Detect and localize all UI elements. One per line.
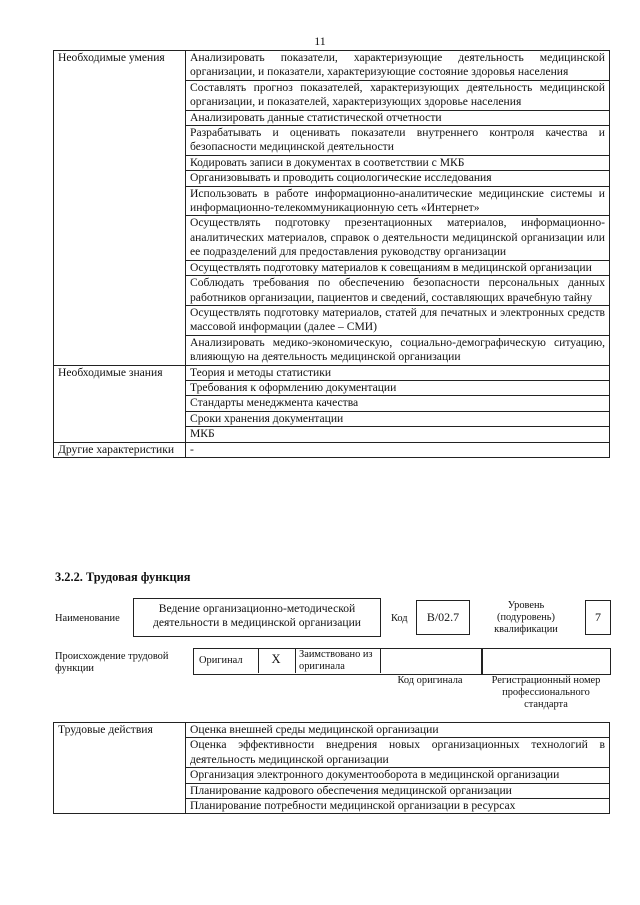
code-original-caption: Код оригинала <box>397 675 463 686</box>
other-row-text: - <box>186 442 610 457</box>
knowledge-row-text: МКБ <box>186 427 610 442</box>
skill-row-text: Осуществлять подготовку материалов, статей для печатных и электронных средств массовой информации (далее – СМИ) <box>186 305 610 335</box>
skills-knowledge-table <box>53 50 610 458</box>
original-label: Оригинал <box>199 655 243 666</box>
page-number: 11 <box>314 34 326 48</box>
action-row-text: Оценка внешней среды медицинской организации <box>186 723 610 738</box>
code-box <box>416 600 470 635</box>
function-name-box <box>133 598 381 637</box>
section-heading: 3.2.2. Трудовая функция <box>55 570 191 584</box>
other-row <box>54 442 610 457</box>
action-row-text: Оценка эффективности внедрения новых организационных технологий в деятельность медицинской организации <box>186 738 610 768</box>
origin-divider <box>380 648 381 673</box>
skills-label: Необходимые умения <box>54 51 186 366</box>
level-box <box>585 600 611 635</box>
code-value: B/02.7 <box>426 610 460 624</box>
level-value: 7 <box>595 610 601 624</box>
other-characteristics-label: Другие характеристики <box>54 442 186 457</box>
action-row-text: Организация электронного документооборота в медицинской организации <box>186 768 610 783</box>
skill-row-text: Анализировать данные статистической отчетности <box>186 110 610 125</box>
original-mark: X <box>271 652 281 666</box>
skill-row-text: Анализировать медико-экономическую, социально-демографическую ситуацию, влияющую на деятельность медицинской организации <box>186 335 610 365</box>
skill-row-text: Разрабатывать и оценивать показатели внутреннего контроля качества и безопасности медицинской деятельности <box>186 126 610 156</box>
reg-number-caption: Регистрационный номер профессионального стандарта <box>491 675 601 710</box>
knowledge-row-text: Теория и методы статистики <box>186 365 610 380</box>
name-label: Наименование <box>55 613 120 624</box>
labor-actions-label: Трудовые действия <box>54 723 186 814</box>
reg-number-box <box>482 648 611 675</box>
action-row-text: Планирование кадрового обеспечения медицинской организации <box>186 783 610 798</box>
knowledge-row-text: Требования к оформлению документации <box>186 380 610 395</box>
skill-row-text: Осуществлять подготовку презентационных материалов, информационно-аналитических материалов, справок о деятельности медицинской организации или ее подразделений для предоставления руководству организации <box>186 216 610 260</box>
action-row <box>54 723 610 738</box>
skill-row-text: Кодировать записи в документах в соответствии с МКБ <box>186 155 610 170</box>
borrowed-label: Заимствовано из оригинала <box>299 649 373 672</box>
skill-row-text: Организовывать и проводить социологические исследования <box>186 171 610 186</box>
knowledge-row-text: Сроки хранения документации <box>186 411 610 426</box>
labor-actions-table <box>53 722 610 814</box>
skill-row-text: Осуществлять подготовку материалов к совещаниям в медицинской организации <box>186 260 610 275</box>
knowledge-row-text: Стандарты менеджмента качества <box>186 396 610 411</box>
action-row-text: Планирование потребности медицинской организации в ресурсах <box>186 799 610 814</box>
level-label: Уровень (подуровень) квалификации <box>494 600 558 635</box>
code-label: Код <box>391 613 408 624</box>
knowledge-row <box>54 365 610 380</box>
skill-row-text: Составлять прогноз показателей, характеризующих деятельность медицинской организации, и показателей, характеризующих здоровье населения <box>186 80 610 110</box>
knowledge-label: Необходимые знания <box>54 365 186 442</box>
origin-label: Происхождение трудовой функции <box>55 651 169 674</box>
skill-row-text: Соблюдать требования по обеспечению безопасности персональных данных работников организации, пациентов и сведений, составляющих врачебную тайну <box>186 276 610 306</box>
skill-row-text: Анализировать показатели, характеризующие деятельность медицинской организации, и показатели, характеризующие состояние здоровья населения <box>186 51 610 81</box>
function-name-value: Ведение организационно-методической деятельности в медицинской организации <box>152 602 362 630</box>
skill-row <box>54 51 610 81</box>
skill-row-text: Использовать в работе информационно-аналитические медицинские системы и информационно-телекоммуникационную сеть «Интернет» <box>186 186 610 216</box>
